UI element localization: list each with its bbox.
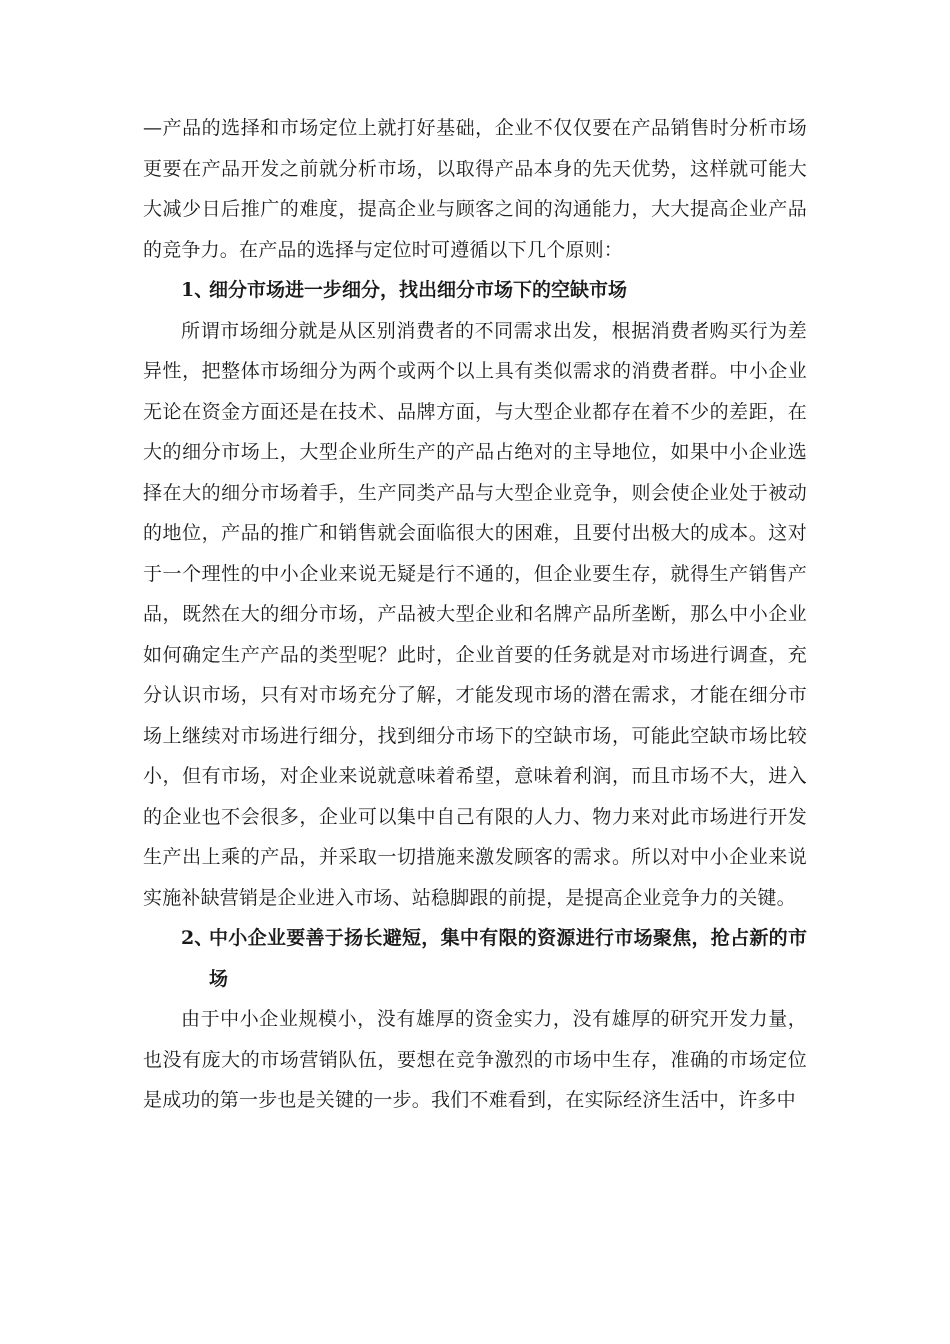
- document-body: [143, 108, 807, 1121]
- section-2-body: 由于中小企业规模小，没有雄厚的资金实力，没有雄厚的研究开发力量，也没有庞大的市场营销队伍，要想在竞争激烈的市场中生存，准确的市场定位是成功的第一步也是关键的一步。我们不难看到，在实际经济生活中，许多中: [143, 1008, 807, 1111]
- section-2-title: 中小企业要善于扬长避短，集中有限的资源进行市场聚焦，抢占新的市场: [209, 927, 807, 990]
- section-1-title: 细分市场进一步细分，找出细分市场下的空缺市场: [209, 279, 628, 301]
- section-2-heading: [143, 918, 807, 999]
- section-2-number: 2、: [181, 927, 214, 949]
- section-1-number: 1、: [181, 279, 214, 301]
- section-1-body: 所谓市场细分就是从区别消费者的不同需求出发，根据消费者购买行为差异性，把整体市场细分为两个或两个以上具有类似需求的消费者群。中小企业无论在资金方面还是在技术、品牌方面，与大型企业都存在着不少的差距，在大的细分市场上，大型企业所生产的产品占绝对的主导地位，如果中小企业选择在大的细分市场着手，生产同类产品与大型企业竞争，则会使企业处于被动的地位，产品的推广和销售就会面临很大的困难，且要付出极大的成本。这对于一个理性的中小企业来说无疑是行不通的，但企业要生存，就得生产销售产品，既然在大的细分市场，产品被大型企业和名牌产品所垄断，那么中小企业如何确定生产产品的类型呢？此时，企业首要的任务就是对市场进行调查，充分认识市场，只有对市场充分了解，才能发现市场的潜在需求，才能在细分市场上继续对市场进行细分，找到细分市场下的空缺市场，可能此空缺市场比较小，但有市场，对企业来说就意味着希望，意味着利润，而且市场不大，进入的企业也不会很多，企业可以集中自己有限的人力、物力来对此市场进行开发生产出上乘的产品，并采取一切措施来激发顾客的需求。所以对中小企业来说实施补缺营销是企业进入市场、站稳脚跟的前提，是提高企业竞争力的关键。: [143, 319, 807, 909]
- intro-paragraph: —产品的选择和市场定位上就打好基础，企业不仅仅要在产品销售时分析市场更要在产品开发之前就分析市场，以取得产品本身的先天优势，这样就可能大大减少日后推广的难度，提高企业与顾客之间的沟通能力，大大提高企业产品的竞争力。在产品的选择与定位时可遵循以下几个原则：: [143, 117, 807, 261]
- section-1-heading: [143, 270, 807, 311]
